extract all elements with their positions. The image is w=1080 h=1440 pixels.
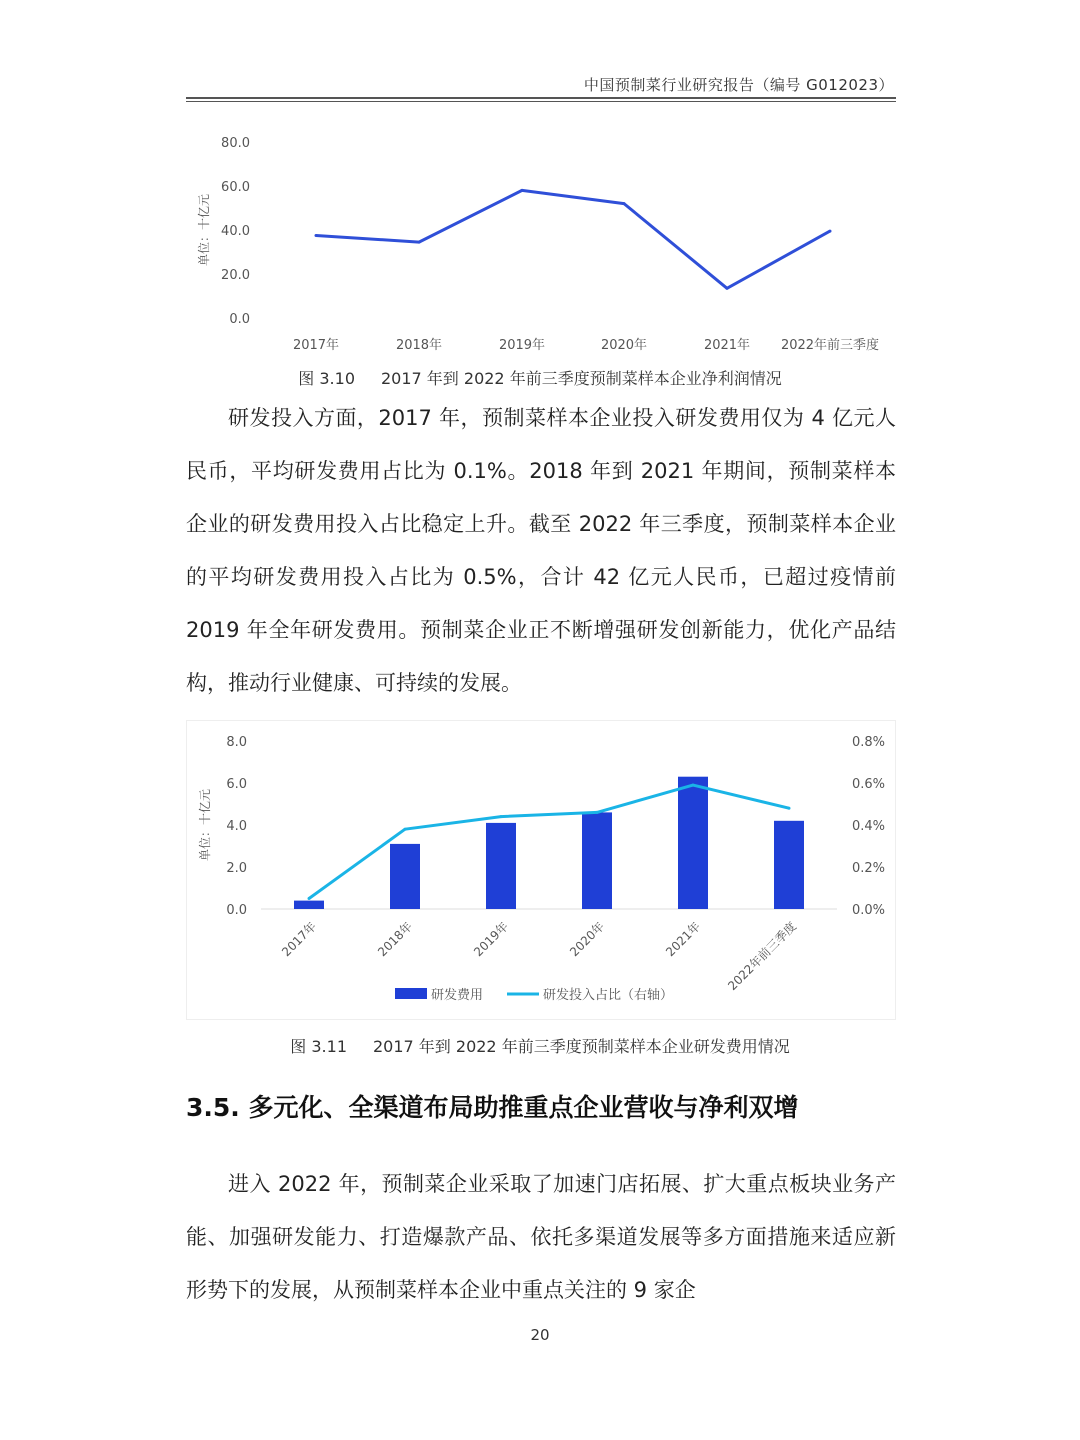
- x-tick-label: 2019年: [471, 919, 512, 960]
- rd-expense-chart: [186, 720, 896, 1020]
- y-tick-label: 2.0: [226, 861, 247, 876]
- rd-expense-bar: [774, 821, 804, 909]
- x-tick-label: 2021年: [703, 338, 751, 353]
- line-point: [500, 815, 503, 818]
- net-profit-chart: [186, 122, 894, 362]
- y-axis-label: 单位：十亿元: [197, 193, 211, 267]
- rd-expense-bar: [390, 844, 420, 909]
- report-header-title: 中国预制菜行业研究报告（编号 G012023）: [583, 76, 894, 94]
- line-point: [788, 807, 791, 810]
- paragraph-text: 研发投入方面，2017 年，预制菜样本企业投入研发费用仅为 4 亿元人民币，平均研发费用占比为 0.1%。2018 年到 2021 年期间，预制菜样本企业的研发费用投入占比稳定上升。截至 2022 年三季度，预制菜样本企业的平均研发费用投入占比为 0.5%，合计 42 亿元人民币，已超过疫情前 2019 年全年研发费用。预制菜企业正不断增强研发创新能力，优化产品结构，推动行业健康、可持续的发展。: [186, 406, 896, 695]
- body-paragraph-section: [186, 1158, 896, 1317]
- x-tick-label: 2020年: [567, 919, 608, 960]
- line-point: [404, 828, 407, 831]
- figure-caption-text: 2017 年到 2022 年前三季度预制菜样本企业研发费用情况: [373, 1037, 790, 1056]
- y2-tick-label: 0.8%: [851, 735, 885, 750]
- figure-caption-3-11: [186, 1034, 894, 1057]
- x-tick-label: 2019年: [498, 338, 546, 353]
- rd-expense-bar: [294, 901, 324, 909]
- line-point: [418, 241, 421, 244]
- header-divider-thin: [186, 101, 896, 102]
- x-tick-label: 2022年前三季度: [780, 338, 880, 353]
- x-tick-label: 2021年: [663, 919, 704, 960]
- y-tick-label: 80.0: [221, 136, 250, 151]
- line-point: [596, 811, 599, 814]
- y2-tick-label: 0.0%: [851, 903, 885, 918]
- rd-expense-chart-svg: [187, 721, 895, 1019]
- legend-bar-swatch: [395, 988, 427, 999]
- y-tick-label: 40.0: [221, 224, 250, 239]
- y-tick-label: 0.0: [229, 312, 250, 327]
- x-tick-label: 2017年: [292, 338, 340, 353]
- y-tick-label: 60.0: [221, 180, 250, 195]
- page-number: 20: [530, 1326, 550, 1344]
- x-tick-label: 2018年: [395, 338, 443, 353]
- y2-tick-label: 0.6%: [851, 777, 885, 792]
- legend-line-label: 研发投入占比（右轴）: [543, 988, 674, 1003]
- rd-expense-bar: [678, 777, 708, 909]
- line-point: [829, 230, 832, 233]
- body-paragraph-rd: [186, 392, 896, 710]
- rd-expense-bar: [582, 812, 612, 909]
- x-tick-label: 2017年: [279, 919, 320, 960]
- figure-caption-3-10: [186, 366, 894, 389]
- header-divider: [186, 97, 896, 99]
- y2-tick-label: 0.4%: [851, 819, 885, 834]
- figure-number: 图 3.11: [290, 1037, 347, 1056]
- y2-tick-label: 0.2%: [851, 861, 885, 876]
- figure-caption-text: 2017 年到 2022 年前三季度预制菜样本企业净利润情况: [381, 369, 782, 388]
- rd-expense-bar: [486, 823, 516, 909]
- line-point: [692, 784, 695, 787]
- line-point: [521, 189, 524, 192]
- line-point: [623, 202, 626, 205]
- section-heading: 3.5. 多元化、全渠道布局助推重点企业营收与净利双增: [186, 1093, 799, 1122]
- x-tick-label: 2018年: [375, 919, 416, 960]
- line-point: [315, 234, 318, 237]
- line-point: [726, 287, 729, 290]
- y-axis-label: 单位：十亿元: [198, 788, 212, 862]
- legend-bar-label: 研发费用: [431, 988, 484, 1003]
- line-point: [308, 897, 311, 900]
- y-tick-label: 0.0: [226, 903, 247, 918]
- y-tick-label: 8.0: [226, 735, 247, 750]
- figure-number: 图 3.10: [298, 369, 355, 388]
- rd-ratio-line: [309, 785, 789, 898]
- y-tick-label: 6.0: [226, 777, 247, 792]
- paragraph-text: 进入 2022 年，预制菜企业采取了加速门店拓展、扩大重点板块业务产能、加强研发能力、打造爆款产品、依托多渠道发展等多方面措施来适应新形势下的发展，从预制菜样本企业中重点关注的 9 家企: [186, 1172, 896, 1302]
- x-tick-label: 2020年: [600, 338, 648, 353]
- x-tick-label: 2022年前三季度: [725, 919, 800, 994]
- y-tick-label: 20.0: [221, 268, 250, 283]
- net-profit-line: [316, 190, 830, 288]
- net-profit-chart-svg: [186, 122, 894, 362]
- y-tick-label: 4.0: [226, 819, 247, 834]
